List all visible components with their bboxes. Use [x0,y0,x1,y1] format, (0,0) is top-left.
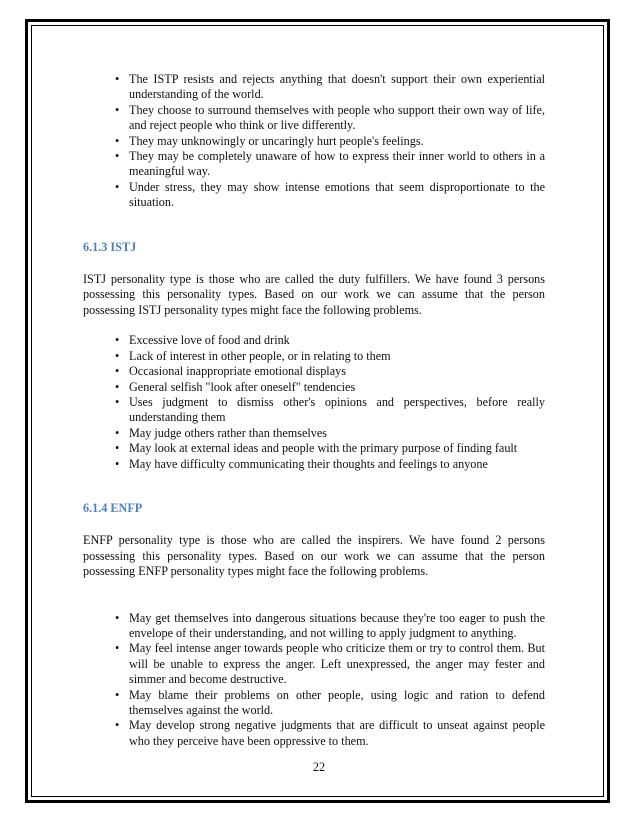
bullet-icon: • [115,718,120,733]
bullet-icon: • [115,149,120,164]
bullet-icon: • [115,364,120,379]
bullet-icon: • [115,425,120,440]
list-item: • Occasional inappropriate emotional displays [115,364,346,379]
list-item: • General selfish "look after oneself" tendencies [115,379,356,394]
list-item: • May look at external ideas and people with the primary purpose of finding fault [115,441,518,456]
list-item: • May feel intense anger towards people who criticize them or try to control them. But will be unable to express the anger. Left unexpressed, the anger may fester and simmer and become destructive. [115,641,545,687]
section-heading-istj: 6.1.3 ISTJ [83,239,137,254]
bullet-icon: • [115,102,120,117]
bullet-icon: • [115,179,120,194]
list-item: • The ISTP resists and rejects anything that doesn't support their own experiential understanding of the world. [115,72,545,102]
bullet-icon: • [115,441,120,456]
page-number: 22 [312,760,326,774]
enfp-paragraph: ENFP personality type is those who are called the inspirers. We have found 2 persons possessing this personality types. Based on our work we can assume that the person possessing ENFP personality types might face the following problems. [83,533,545,579]
enfp-bullet-list [83,611,545,750]
bullet-icon: • [115,641,120,656]
list-item: • May blame their problems on other people, using logic and ration to defend themselves against the world. [115,687,545,717]
istj-paragraph: ISTJ personality type is those who are called the duty fulfillers. We have found 3 persons possessing this personality types. Based on our work we can assume that the person possessing ISTJ personality types might face the following problems. [83,272,545,317]
bullet-icon: • [115,379,120,394]
bullet-icon: • [115,133,120,148]
istj-bullet-list [83,333,545,472]
list-item: • May have difficulty communicating their thoughts and feelings to anyone [115,456,488,471]
bullet-icon: • [115,333,120,348]
page-content [83,72,545,749]
list-item: • Lack of interest in other people, or in relating to them [115,348,391,363]
bullet-icon: • [115,687,120,702]
list-item: • May get themselves into dangerous situations because they're too eager to push the envelope of their understanding, and not willing to apply judgment to anything. [115,610,545,640]
istp-bullet-list [83,72,545,211]
list-item: • May develop strong negative judgments that are difficult to unseat against people who they perceive have been oppressive to them. [115,718,545,748]
list-item: • Under stress, they may show intense emotions that seem disproportionate to the situation. [115,179,545,210]
list-item: • Excessive love of food and drink [115,333,290,348]
list-item: • They may be completely unaware of how to express their inner world to others in a meaningful way. [115,149,545,179]
bullet-icon: • [115,456,120,471]
bullet-icon: • [115,348,120,363]
list-item: • They choose to surround themselves with people who support their own way of life, and reject people who think or live differently. [115,102,545,133]
bullet-icon: • [115,610,120,625]
bullet-icon: • [115,394,120,409]
list-item: • May judge others rather than themselves [115,425,327,440]
bullet-icon: • [115,72,120,86]
section-heading-enfp: 6.1.4 ENFP [83,500,143,515]
list-item: • They may unknowingly or uncaringly hurt people's feelings. [115,133,424,148]
list-item: • Uses judgment to dismiss other's opinions and perspectives, before really understanding them [115,394,545,425]
